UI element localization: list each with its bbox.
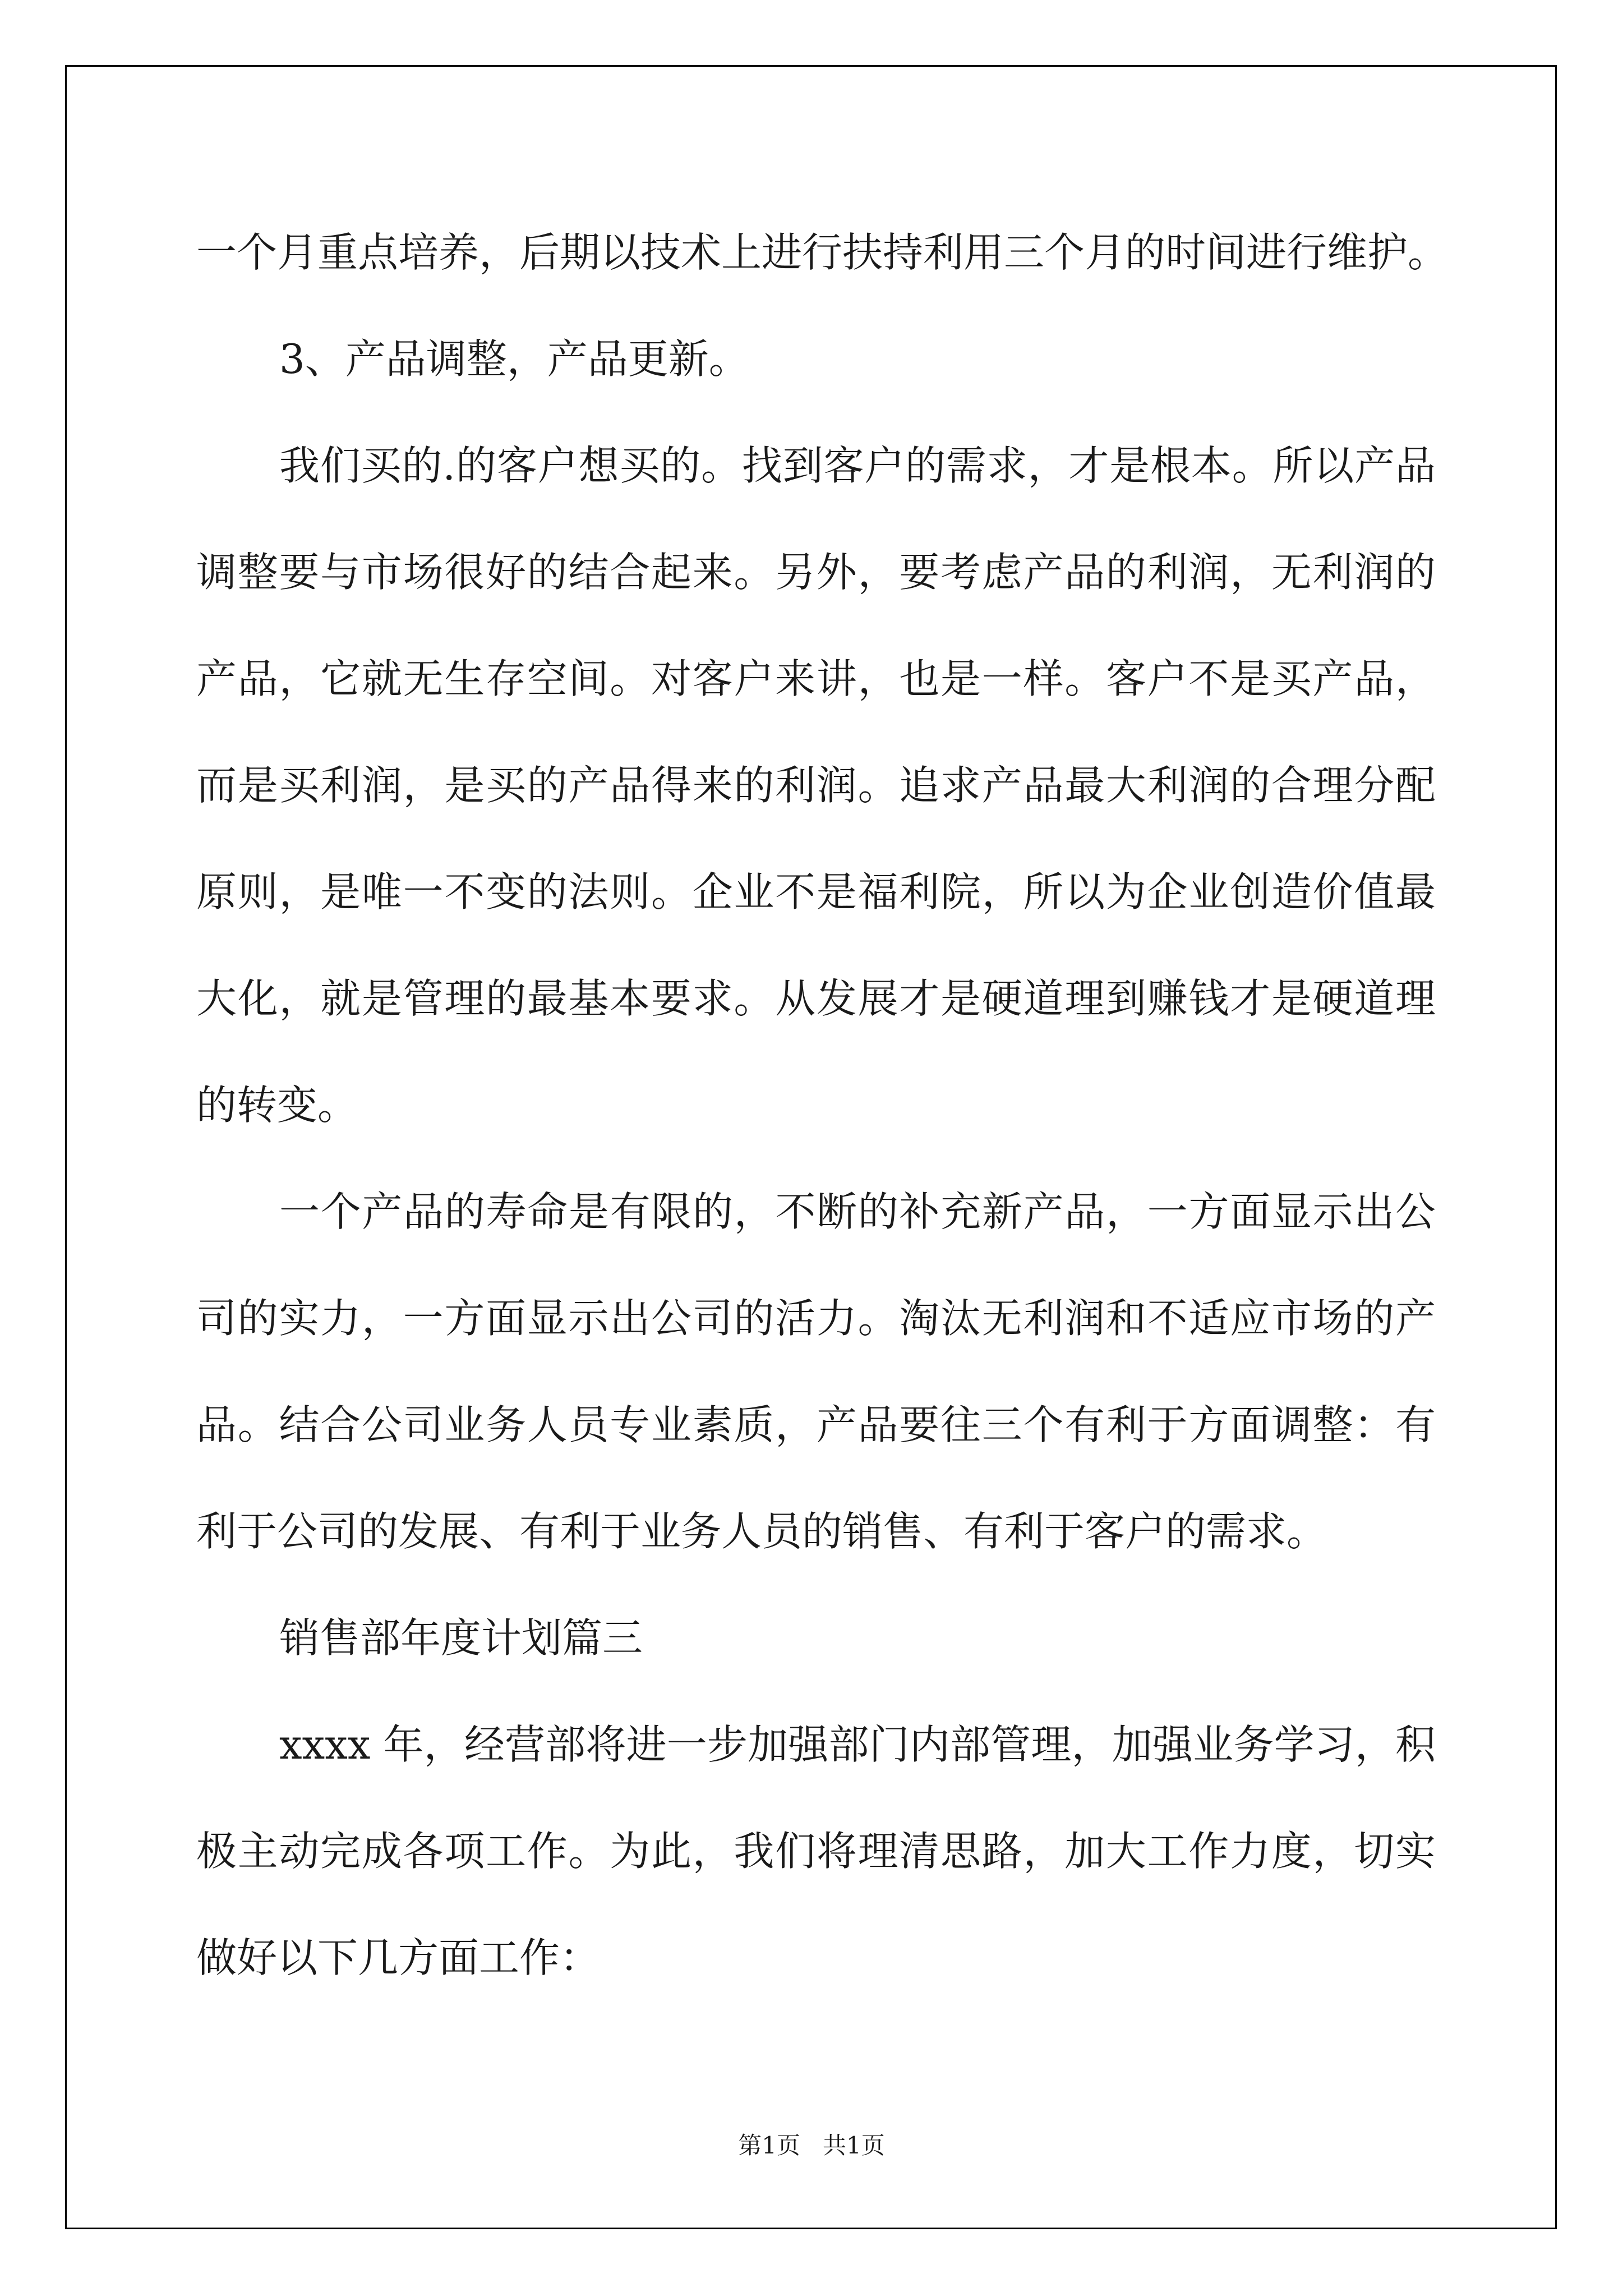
text-line: 大化，就是管理的最基本要求。从发展才是硬道理到赚钱才是硬道理 <box>196 975 1436 1022</box>
text-line: 极主动完成各项工作。为此，我们将理清思路，加大工作力度，切实 <box>196 1828 1436 1875</box>
page-number-footer: 第1页 共1页 <box>738 2132 885 2159</box>
text-line: 司的实力，一方面显示出公司的活力。淘汰无利润和不适应市场的产 <box>196 1295 1436 1342</box>
text-line: 做好以下几方面工作： <box>196 1934 601 1981</box>
text-line: 品。结合公司业务人员专业素质，产品要往三个有利于方面调整：有 <box>196 1401 1436 1448</box>
section-heading: 3、产品调整，产品更新。 <box>279 335 749 383</box>
section-title: 销售部年度计划篇三 <box>279 1614 643 1662</box>
text-line: 的转变。 <box>196 1082 358 1129</box>
text-line: 而是买利润，是买的产品得来的利润。追求产品最大利润的合理分配 <box>196 762 1436 809</box>
text-line: 一个产品的寿命是有限的，不断的补充新产品，一方面显示出公 <box>279 1188 1436 1235</box>
page-border <box>65 65 1557 2229</box>
text-line: 产品，它就无生存空间。对客户来讲，也是一样。客户不是买产品， <box>196 655 1436 702</box>
text-line: 一个月重点培养，后期以技术上进行扶持利用三个月的时间进行维护。 <box>196 229 1449 276</box>
text-line: 利于公司的发展、有利于业务人员的销售、有利于客户的需求。 <box>196 1508 1327 1555</box>
text-line: 原则，是唯一不变的法则。企业不是福利院，所以为企业创造价值最 <box>196 868 1436 915</box>
text-line: xxxx 年，经营部将进一步加强部门内部管理，加强业务学习，积 <box>279 1721 1436 1768</box>
text-line: 我们买的.的客户想买的。找到客户的需求，才是根本。所以产品 <box>279 442 1436 489</box>
text-line: 调整要与市场很好的结合起来。另外，要考虑产品的利润，无利润的 <box>196 549 1436 596</box>
